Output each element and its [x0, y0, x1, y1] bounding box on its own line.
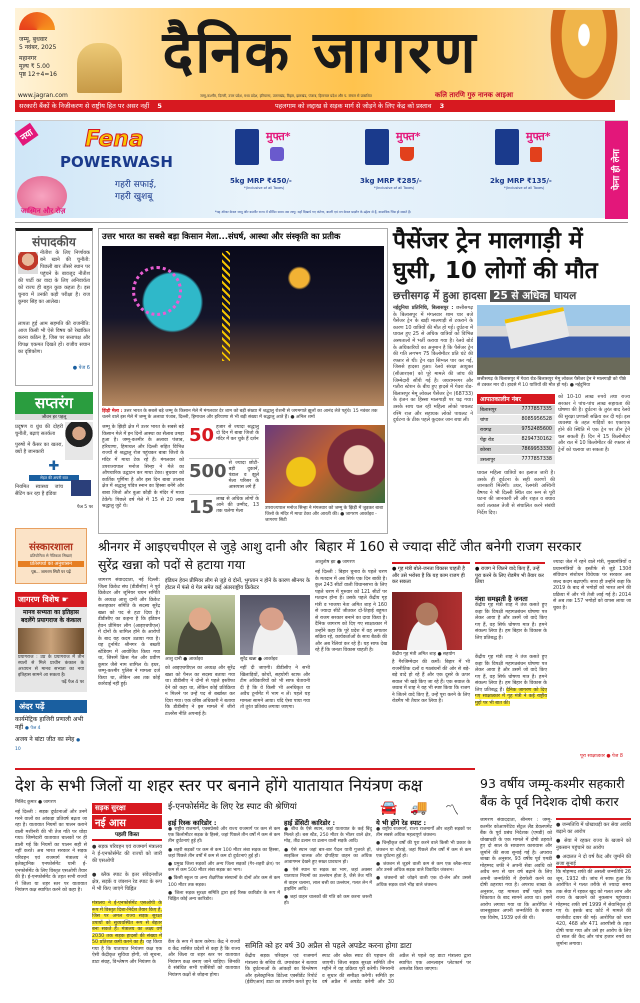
offer-price: 2kg MRP ₹135/-	[490, 177, 552, 185]
vishesh-title: जागरण विशेष ☛	[15, 592, 87, 607]
red-spot-criterion: ● किसी स्कूल या अन्य शैक्षणिक संस्थानों के दोनों ओर कम से कम 100 मीटर तक सड़क।	[168, 876, 280, 888]
saptrang-box	[15, 392, 93, 520]
bank-body-2: कि मोहम्मद शफी की असली जन्मतिथि 26 जून, 1932 थी। जांच में साफ हुआ कि आरोपित ने गलत तरीके से ज्यादा समय तक सेवा में रहकर खुद को गलत लाभ और राज्य के खजाने को नुकसान पहुंचाया। मोहम्मद शफी वर्ष 1999 में सेवानिवृत्त हो गए थे। इसके बाद कोर्ट में मामले की चार्जशीट दायर की गई। आरोपित को धारा 420, 468 और 471 आरपीसी के तहत दोषी पाया गया और उसे हर आरोप के लिए दो साल की कैद और पांच हजार रुपये का जुर्माना लगाया।	[556, 870, 631, 947]
jagran-vishesh-box	[15, 592, 87, 692]
helpline-row: उसलापुर 7777857338	[477, 454, 555, 464]
traffic-subhead: समिति को हर वर्ष 30 अप्रैल से पहले अपडेट करना होगा डाटा	[245, 941, 412, 950]
train-body-3: को 10-10 लाख रुपये तथा राज्य सरकार ने पांच-पांच लाख सहायता की घोषणा की है। दुर्घटना के तुरंत बाद रेलवे की सुरक्षा प्रणाली सक्रिय कर दी गई। इस व्यवस्था के तहत गाड़ियों का एकाएक होने की स्थिति में एक ट्रेन पर तीन ट्रेनें चल सकती हैं। दिन में 15 किलोमीटर और रात में 10 किलोमीटर की रफ्तार से ट्रेनों को चलाया जा सकता है।	[558, 394, 630, 453]
red-spot-category: हाई रिस्क कारिडोर : ● राष्ट्रीय राजमार्ग, एक्सप्रेसवे और राज्य राजमार्ग पर कम से कम एक किलोमीटर सड़क के हिस्से, जहां पिछले तीन वर्षों में कम से कम तीन दुर्घटनाएं हुई हों। ● शहरी सड़कों पर कम से कम 100 मीटर लंबा सड़क का हिस्सा, जहां पिछले तीन वर्षों में कम से कम दो दुर्घटनाएं हुई हों। ● प्रमुख जिला सड़कों और अन्य जिला सड़कों (गैर-शहरी क्षेत्र) पर कम से कम 500 मीटर लंबा सड़क का भाग। ● किसी स्कूल या अन्य शैक्षणिक संस्थानों के दोनों ओर कम से कम 100 मीटर तक सड़क। ● जिला सड़क सुरक्षा समिति द्वारा हाई रिस्क कारिडोर के रूप में चिह्नित कोई अन्य कारिडोर।	[168, 819, 280, 903]
ticker-item[interactable]: सरकारी बैंकों के निजीकरण से राष्ट्रीय हित पर असर नहीं 5	[19, 102, 162, 110]
divider	[15, 768, 475, 770]
editorial-avatar	[18, 252, 38, 274]
feature-box	[98, 228, 388, 534]
vishesh-headline[interactable]: मानव सभ्यता का इतिहास बदलेंगे प्रयागराज के कंकाल	[20, 609, 82, 624]
ashu-dani-photo	[165, 595, 235, 655]
detergent-pack-icon	[235, 129, 259, 165]
series-point: ● ब्लैक स्पाट के इतर संवेदनशील क्षेत्र, सड़कें व जंक्शन रेड स्पाट के रूप में भी किए जाएंगे चिह्नित	[92, 872, 162, 892]
truck-icon: 🚚	[410, 800, 428, 816]
inside-item[interactable]: कार्यमेट्रिक हाजिरी प्रणाली अभी नहीं ● पेज 4	[15, 716, 84, 731]
traffic-body-1: नई दिल्ली : सड़क दुर्घटनाओं और उनमें मरने वालों का आंकड़ा प्रतिवर्ष बढ़ता जा रहा है। यातायात नियमों का पालन कराने वाली मशीनरी की भी तेज गति पर थोड़ा गया। जिम्मेदारी यातायात चालकों पर ही डाली गई कि नियमों का पालन सही से नहीं करते। अब भारत सरकार ने सड़क परिवहन एवं राजमार्ग मंत्रालय ने इलेक्ट्रानिक एनफोर्समेंट यानी ई-एनफोर्समेंट के लिए विस्तृत एसओपी तैयार की है। ई-एनफोर्समेंट के तहत सभी राज्यों में जिला या शहर स्तर पर यातायात नियंत्रण कक्ष स्थापित करने को कहा है।	[15, 810, 87, 893]
offer-note: *(Inclusive of all Taxes)	[244, 186, 285, 190]
saptrang-item[interactable]: प्रदूषण व धुंध की दोहरी चुनौती, बढ़ाएं सतर्कता	[15, 424, 63, 437]
ad-product: POWERWASH	[60, 153, 173, 171]
ticker-item[interactable]: पहलगाम को लद्दाख से सड़क मार्ग से जोड़ने के लिए केंद्र को प्रस्ताव 3	[275, 102, 445, 110]
series-highlight: मंत्रालय ने ई-एनफोर्समेंट एसओपी के रूप में विस्तृत दिशा-निर्देश तैयार किए हैं, जिस पर अमल राज्य सड़क सुरक्षा उपायों को सुव्यवस्थित रूप से बेहतर बना सकते हैं। मंत्रालय का लक्ष्य वर्ष 2030 तक सड़क हादसों की संख्या में 50 प्रतिशत कमी करने का है। यह किया गया है कि यातायात नियंत्रण कक्ष एक ऐसी केंद्रीकृत सुविधा होगी, जो सूचना, डाटा संग्रह, विश्लेषण और नियंत्रण के	[92, 901, 163, 965]
inside-title: अंदर पढ़ें	[15, 700, 87, 713]
feature-title[interactable]: उत्तर भारत का सबसे बड़ा किसान मेला...संघर्ष, आस्था और संस्कृति का प्रतीक	[102, 231, 341, 241]
saptrang-item[interactable]: पुरुषों में कैंसर का खतरा, क्यों है जानकारी	[15, 442, 63, 455]
offer-note: *(Inclusive of all Taxes)	[504, 186, 545, 190]
bank-point: ● सेवा में रहकर राज्य के खजाने को नुकसान पहुंचाने का आरोप	[556, 838, 631, 851]
red-spot-criterion: ● प्रमुख जिला सड़कों और अन्य जिला सड़कों (गैर-शहरी क्षेत्र) पर कम से कम 500 मीटर लंबा सड़क का भाग।	[168, 862, 280, 874]
bank-point: ● जन्मतिथि में धोखाधड़ी कर सेवा अवधि बढ़ाने का आरोप	[556, 822, 631, 835]
traffic-headline[interactable]: देश के सभी जिलों या शहर स्तर पर बनाने होंगे यातायात नियंत्रण कक्ष	[15, 776, 423, 795]
feature-stats	[189, 425, 259, 527]
ferris-wheel	[132, 266, 182, 316]
ad-side-label: फेना ही लेना	[605, 121, 628, 219]
sanskarshala-box	[15, 528, 87, 584]
photo-caption: सुरेंद्र खन्ना ● आर्काइव	[240, 657, 278, 662]
bank-point: ● अदालत ने दो वर्ष कैद और जुर्माने की सजा सुनाई	[556, 854, 631, 867]
ad-brand: Fena	[85, 127, 144, 152]
saptrang-title: सप्तरंग	[15, 392, 93, 414]
health-label: सेहत की अपनी बात	[29, 475, 79, 481]
price: मूल्य ₹ 5.00	[19, 63, 50, 70]
ad-offer	[230, 129, 340, 209]
offer-free-label: मुफ्त*	[526, 130, 551, 143]
photo-caption: केंद्रीय गृह मंत्री अमित शाह ● सहयोग	[392, 652, 455, 657]
surinder-khanna-photo	[240, 595, 310, 655]
feature-caption: झिड़ी मेला : उत्तर भारत के सबसे बड़े जम्मू के किसान मेले में मंगलवार देर शाम को बड़ी संख्या में श्रद्धालु रोशनी से जगमगाते झूलों का आनंद लेते पहुंचे। 15 नवंबर तक चलने वाले इस मेले में जम्मू के अलावा पंजाब, दिल्ली, हिमाचल और हरियाणा से भी बड़ी संख्या में श्रद्धालु आते हैं। ● अनिल शर्मा	[102, 409, 378, 420]
stat-item: 50 हजार से ज्यादा श्रद्धालु दो दिन में बाबा जित्तो के मंदिर में कर चुके हैं दर्शन	[189, 425, 259, 459]
container-icon	[270, 147, 284, 161]
red-spot-criterion: ● बीच के ऐसे स्थान, जहां यातायात के कई बिंदु मिलते हों। बस स्टैंड, 250 मीटर के भीतर वाले क्षेत्र, मोड़, तीव्र ढलान या ढलान वाली सड़कें आदि।	[284, 827, 372, 845]
page-count: पृष्ठ 12+4=16	[19, 71, 57, 78]
editorial-title: संपादकीय	[32, 235, 76, 249]
detergent-pack-icon	[365, 129, 389, 165]
srinagar-body-2: को आइएचपीएल का अध्यक्ष और सुरेंद्र खन्ना को पैनल का सदस्य बताया गया था। डीडीसीए ने दोनों से पहले इस्तीफा देने को कहा था, लेकिन कोई प्रतिक्रिया न मिलने पर उन्हें पद से बर्खास्त कर दिया गया। एक वरिष्ठ अधिकारी ने बताया कि डीडीसीए ने इस मामले में जीरो टालरेंस नीति अपनाई है।	[165, 666, 235, 717]
ride-tower	[222, 251, 230, 361]
bihar-body-4: ज्यादा जेल में रहने वाले मंत्री, मुख्यमंत्रियों व प्रधानमंत्रियों के इस्तीफे से जुड़े 130वें संविधान संशोधन विधेयक पर सरकार अब जल्द कदम बढ़ाएगी। साथ ही उन्होंने कहा कि 2019 के बाद से भगोड़ों को भारत लाने की प्रक्रिया में और भी तेजी लाई गई है। 2014 से अब तक 157 भगोड़ों को वापस लाया जा चुका है।	[553, 560, 631, 611]
traffic-sub-body: केंद्रीय सड़क परिवहन एवं राजमार्ग मंत्रालय के सचिव वी. उमाशंकर ने बताया कि दुर्घटनाओं के आंकड़ों का विश्लेषण और इलेक्ट्रानिक डिटेल्ड एक्सीडेंट रिपोर्ट (ईडीएआर) डाटा का उपयोग करते हुए रेड स्पाट और ब्लैक स्पाट की पहचान की जाएगी। जिला सड़क सुरक्षा समिति तीन महीने में यह प्रक्रिया पूरी करेगी। निगरानी व सुधार की समीक्षा करेगी। समिति हर वर्ष अप्रैल में अपडेट करेगी और 30 अप्रैल से पहले यह डाटा मंत्रालय द्वारा स्थापित एक आनलाइन प्लेटफार्म पर अपलोड किया जाएगा।	[245, 954, 471, 985]
red-spot-criterion: ● चिन्हीकृत वर्षों की पूरा करने वाले किसी भी प्रकार के जंक्शन या चौराहे, जहां पिछले तीन वर्षों में कम से कम एक दुर्घटना हुई हो।	[376, 841, 471, 859]
detergent-pack-icon	[495, 129, 519, 165]
stat-item: 15 लाख से अधिक लोगों के आने की उम्मीद, 13 तक चलेगा मेला	[189, 497, 259, 518]
tagline: कलि तारणि गुरु नानक आइआ	[435, 91, 514, 99]
traffic-body-3: कैंप के रूप में काम करेगा। केंद्र ने राज्यों व केंद्र शासित प्रदेशों से कहा है कि राज्य और जिला या शहर स्तर पर यातायात नियंत्रण कक्ष बनाए जाने चाहिए। जिनकी वे संबंधित सभी एजेंसियों को यातायात नियंत्रण कक्षों से जोड़ना होगा।	[168, 940, 240, 978]
red-spot-category: ये भी होंगे रेड स्पाट : ● राष्ट्रीय राजमार्ग, राज्य राजमार्गों और शहरी सड़कों पर तीन सबसे अधिक महत्वपूर्ण जंक्शन। ● चिन्हीकृत वर्षों की पूरा करने वाले किसी भी प्रकार के जंक्शन या चौराहे, जहां पिछले तीन वर्षों में कम से कम एक दुर्घटना हुई हो। ● जंक्शन से जुड़ने वाली कम से कम एक ब्लैक-स्पाट और उनसे अधिक सड़क वाले विवादित जंक्शन। ● जंक्शनों को जोड़ने वाली एक दो-लेन और उससे अधिक सड़क वाले भीड़ वाले जंक्शन।	[376, 819, 471, 888]
offer-free-label: मुफ्त*	[266, 130, 291, 143]
road-safety-series	[92, 803, 162, 979]
ad-offer	[490, 129, 600, 209]
sanskarshala-sub: प्रतियोगिता से नैतिकता सिखाएं	[29, 553, 72, 558]
mug-icon	[530, 147, 542, 162]
series-sub: पहली किस्त	[92, 829, 162, 841]
ticker-strip	[15, 100, 615, 112]
saptrang-item[interactable]: नियमित स्वास्थ्य जांच सैटिंग कर रहा है इंडिया	[15, 484, 63, 497]
bihar-highlight: दैनिक जागरण को दिए गए साक्षात्कार में गृह मंत्री ने कई राष्ट्रीय मुद्दों पर भी बात की।	[475, 687, 548, 706]
saptrang-sub: जीवन हर पहलू	[15, 414, 93, 420]
bihar-subhead: मंशा समझती है जनता	[475, 595, 528, 603]
sanskarshala-note[interactable]: पृष्ठ... जागरण सिटी पर पढ़ें	[31, 569, 71, 574]
lg-temple-photo	[265, 425, 385, 503]
red-spot-criterion: ● जंक्शनों को जोड़ने वाली एक दो-लेन और उससे अधिक सड़क वाले भीड़ वाले जंक्शन।	[376, 876, 471, 888]
helpline-table	[477, 394, 555, 464]
issue-date: 5 नवंबर, 2025	[19, 44, 57, 51]
stat-item: 500 से ज्यादा छोटी-बड़ी दुकानें, पंडाल व झूले मेला परिसर के आसपास लगे हैं	[189, 461, 259, 495]
helpline-row: कोरबा 7869953330	[477, 444, 555, 454]
bank-headline[interactable]: 93 वर्षीय जम्मू-कश्मीर सहकारी बैंक के पूर्व निदेशक दोषी करार	[480, 776, 625, 809]
train-body-1: नईदुनिया प्रतिनिधि, बिलासपुर : छत्तीसगढ़ के बिलासपुर में मंगलवार शाम चार बजे पैसेंजर ट्रेन के खड़ी मालगाड़ी से टकराने के कारण 10 यात्रियों की मौत हो गई। दुर्घटना में घायल हुए 25 से अधिक यात्रियों को विभिन्न अस्पतालों में भर्ती कराया गया है। रेलवे बोर्ड के अधिकारियों का अनुमान है कि पैसेंजर ट्रेन की गति लगभग 75 किलोमीटर प्रति घंटे की रफ्तार से थी। ट्रेन रक्षा सिग्नल पार कर गई, जिससे हादसा हुआ। रेलवे संरक्षा आयुक्त (सीआरएस) को पूरे मामले की जांच की जिम्मेदारी सौंपी गई है। जयरामनगर और गतौरा स्टेशन के बीच हुए हादसे में गेवरा रोड-बिलासपुर मेमू लोकल पैसेंजर ट्रेन (68733) के इंजन का हिस्सा मालगाड़ी पर चढ़ गया। उसके साथ चल रही महिला लोको पायलट रश्मि राज और सहायक लोको पायलट ने दुर्घटना के ठीक पहले कूदकर जान बचा ली।	[393, 305, 473, 424]
vishesh-page[interactable]: पढ़ें पेज 4 पर	[61, 680, 84, 685]
train-accident-photo	[477, 305, 630, 375]
srinagar-headline[interactable]: श्रीनगर में आइएचपीएल से जुड़े आशु दानी और सुरेंद्र खन्ना को पदों से हटाया गया	[98, 539, 308, 572]
bank-body-1: जागरण संवाददाता, श्रीनगर : जम्मू-कश्मीर कोआपरेटिव सेंट्रल लैंड डेवलपमेंट बैंक के पूर्व प्रबंध निदेशक (एमडी) को धोखाधड़ी के एक मामले में दोषी ठहराते हुए दो साल के साधारण कारावास और जुर्माने की सजा सुनाई गई है। अपराध शाखा के अनुसार, 93 वर्षीय पूर्व एमडी मोहम्मद शफी ने अपनी सेवा अवधि को अवैध रूप से चार वर्ष बढ़ाने के लिए अपनी जन्मतिथि में हेराफेरी करने का दोषी ठहराया गया है। अपराध शाखा के अनुसार, यह मामला वर्षों पहले एक शिकायत के बाद सामने आया था। इसमें आरोप लगाया गया था कि आरोपित ने जानबूझकर अपनी जन्मतिथि के बजाय एक विशेष, 1939 दर्ज की थी।	[480, 818, 552, 921]
red-spot-criterion: ● राष्ट्रीय राजमार्ग, एक्सप्रेसवे और राज्य राजमार्ग पर कम से कम एक किलोमीटर सड़क के हिस्से, जहां पिछले तीन वर्षों में कम से कम तीन दुर्घटनाएं हुई हों।	[168, 827, 280, 845]
offer-note: *(Inclusive of all Taxes)	[374, 186, 415, 190]
traffic-byline: मिलिंद कुमार ● जागरण	[15, 800, 56, 805]
ad-disclaimer: *यह ऑफर केवल जम्मू और कश्मीर राज्य में सीमित समय तक लागू। यहाँ दिखाये गए कंटेनर, बाल्टी एवं मग केवल प्रदर्शन के उद्देश्य से हैं, वास्तविक भिन्न हो सकते हैं।	[215, 210, 412, 214]
edition-name: महानगर	[19, 55, 37, 62]
bihar-body-1: नई दिल्ली : बिहार चुनाव के पहले चरण के मतदान में अब सिर्फ एक दिन बाकी है। कुल 243 सीटों वाली विधानसभा के लिए पहले चरण में गुरुवार को 121 सीटों पर मतदान होना है। उसके पहले केंद्रीय गृह मंत्री व भाजपा नेता अमित शाह ने 160 से ज्यादा सीटें जीतकर दो-तिहाई बहुमत से राजग सरकार बनाने का दावा किया है। दैनिक जागरण को दिए गए साक्षात्कार में उन्होंने कहा कि पूरे प्रदेश में वह लगातार सक्रिय रहे, कार्यकर्ताओं के साथ बैठकें की और अब रैलियां कर रहे हैं। यह साफ देख रहे हैं कि जनता विकास चाहती है।	[315, 570, 387, 653]
sanskarshala-topic: प्रतिस्पर्धा का अनुशासन	[18, 561, 84, 567]
saptrang-page[interactable]: पेज 5 पर	[76, 505, 93, 510]
newspaper-title: दैनिक जागरण	[162, 18, 478, 86]
train-photo-caption: छत्तीसगढ़ के बिलासपुर में गेवरा रोड-बिलासपुर मेमू लोकल पैसेंजर ट्रेन ने मालगाड़ी को पीछे से टक्कर मार दी। हादसे में 10 यात्रियों की मौत हो गई। ● नईदुनिया	[477, 377, 627, 388]
sanskarshala-title: संस्कारशाला	[29, 542, 73, 553]
edition-place-day: जम्मू, बुधवार	[19, 36, 48, 43]
helpline-row: बिलासपुर 7777857335	[477, 404, 555, 414]
red-spot-criterion: ● ऐसे स्थान या सड़क का भाग, जहां अक्सर यातायात नियमों का उल्लंघन होता है, जैसे तेज गति से वाहन चलाना, लाल बत्ती का उल्लंघन, गलत लेन में ड्राइविंग आदि।	[284, 868, 372, 892]
red-spot-criterion: ● जहां वाहन चालकों की गति को कम करना जरूरी हो।	[284, 895, 372, 907]
helpline-row: चांपा 8085956528	[477, 414, 555, 424]
red-spot-box-title: ई-एनफोर्समेंट के लिए रेड स्पाट की श्रेणियां	[168, 802, 297, 812]
red-spot-criterion: ● ऐसे स्थान जहां बार-बार पैदल यात्री गुजरते हों, साइकिल चालक और दोपहिया वाहन का अधिक आवागमन देखने हुए सख्त प्रावधान हो।	[284, 847, 372, 866]
bihar-jump[interactable]: पूरा साक्षात्कार ● पेज 8	[580, 754, 623, 759]
masthead	[15, 8, 630, 100]
ad-offer	[360, 129, 470, 209]
red-spot-criterion: ● जंक्शन से जुड़ने वाली कम से कम एक ब्लैक-स्पाट और उनसे अधिक सड़क वाले विवादित जंक्शन।	[376, 862, 471, 874]
vishesh-photo	[18, 628, 84, 654]
series-title: नई आस	[92, 815, 162, 829]
website[interactable]: www.jagran.com	[18, 92, 68, 99]
editorial-item[interactable]: नीतीश के लिए निर्णायक बने खाने की चुनौती: पिछली बार तीसरे स्थान पर पहुंचने के बावजूद नीतीश की पार्टी का वादा के लिए अनिवार्यता को राज्य ही बहुत कुछ कहता है। इस चुनाव में उनकी कड़ी परीक्षा है। राज कुमार सिंह का आलेख।	[18, 250, 90, 305]
train-body-2: घायल महिला यात्रियों का इलाज जारी है। उसके ही दुर्घटना के सही कारणों की जानकारी मिलेगी। उधर, रेलमंत्री अश्विनी वैष्णव ने भी दिल्ली स्थित वार रूम से पूरी घटना की जानकारी ली और राहत व बचाव कार्य तत्काल तेजी से संचालित करने संबंधी निर्देश दिए।	[477, 470, 555, 516]
tata-logo	[71, 480, 91, 496]
photo-caption: आशु दानी ● आर्काइव	[165, 657, 203, 662]
bihar-quote: ● गृह मंत्री बोले-जनता विकास चाहती है और उसे भरोसा है कि यह काम राजग ही कर सकता	[392, 562, 470, 588]
logo-sun-icon	[19, 12, 55, 30]
car-icon: 🚘	[380, 800, 398, 816]
bihar-quote: ● राजग ने जितने वादे किए हैं, उन्हें पूरा करने के लिए रोडमैप भी तैयार कर लिया	[475, 562, 545, 588]
editorial-box	[15, 228, 93, 386]
pointing-hand-icon: ☛	[61, 595, 69, 604]
red-spot-criterion: ● जिला सड़क सुरक्षा समिति द्वारा हाई रिस्क कारिडोर के रूप में चिह्नित कोई अन्य कारिडोर।	[168, 890, 280, 903]
curved-road-icon: 〽	[445, 803, 459, 819]
red-spot-category: हाई डेंसिटी कारिडोर : ● बीच के ऐसे स्थान, जहां यातायात के कई बिंदु मिलते हों। बस स्टैंड, 250 मीटर के भीतर वाले क्षेत्र, मोड़, तीव्र ढलान या ढलान वाली सड़कें आदि। ● ऐसे स्थान जहां बार-बार पैदल यात्री गुजरते हों, साइकिल चालक और दोपहिया वाहन का अधिक आवागमन देखने हुए सख्त प्रावधान हो। ● ऐसे स्थान या सड़क का भाग, जहां अक्सर यातायात नियमों का उल्लंघन होता है, जैसे तेज गति से वाहन चलाना, लाल बत्ती का उल्लंघन, गलत लेन में ड्राइविंग आदि। ● जहां वाहन चालकों की गति को कम करना जरूरी हो।	[284, 819, 372, 907]
feature-body: जम्मू के झिड़ी क्षेत्र में उत्तर भारत के सबसे बड़े किसान मेले में इन दिनों आस्था का सैलाब उमड़ा हुआ है। जम्मू-कश्मीर के अलावा पंजाब, हरियाणा, हिमाचल और दिल्ली सहित विभिन्न राज्यों से श्रद्धालु रोज पहुंचकर बाबा जित्तो के मंदिर में माथा टेक रहे हैं। मंगलवार को उपराज्यपाल मनोज सिन्हा ने मेले का औपचारिक उद्घाटन कर माथा टेका। बुधवार को कार्तिक पूर्णिमा है और इस दिन बाबा तालाब क्षेत्र में श्रद्धालु पवित्र स्नान का हिस्सा बनेंगे और बाबा जित्तो और बुआ कौड़ी के मंदिर में माथा टेकेंगे। पिछले वर्ष मेले में 15 से 20 लाख श्रद्धालु जुटे थे।	[102, 425, 184, 510]
model-photo	[65, 422, 93, 460]
train-subheadline: छत्तीसगढ़ में हुआ हादसा 25 से अधिक घायल	[393, 290, 577, 302]
srinagar-body-1: जागरण संवाददाता, नई दिल्ली: जिला क्रिकेट संघ (डीडीसीए) ने पूर्व क्रिकेटर और जूनियर चयन समिति के अध्यक्ष आशु दानी और क्रिकेट सलाहकार समिति के सदस्य सुरेंद्र खन्ना को पद से हटा दिया है। डीडीसीए का कहना है कि इंडियन हेवन प्रीमियर लीग (आइएचपीएल) में दोनों के शामिल होने के आरोपों के बाद यह कदम उठाया गया है। यह टूर्नामेंट श्रीनगर के बख्शी स्टेडियम में आयोजित किया गया था, जिसमें क्रिस गेल और प्रवीण कुमार जैसे नाम शामिल थे। इधर, जम्मू-कश्मीर पुलिस ने मामला दर्ज किया था, लेकिन अब तक कोई कार्रवाई नहीं हुई।	[98, 578, 160, 687]
ad-slogan-1: गहरी सफाई,	[115, 180, 157, 190]
states-line: जम्मू-कश्मीर, दिल्ली, उत्तर प्रदेश, मध्य प्रदेश, हरियाणा, उत्तराखंड, बिहार, झारखंड, पंजाब, हिमाचल प्रदेश और प. बंगाल से प्रकाशित	[200, 94, 372, 98]
helpline-title: आपातकालीन नंबर	[477, 394, 555, 404]
train-headline[interactable]: पैसेंजर ट्रेन मालगाड़ी में घुसी, 10 लोगों की मौत	[393, 228, 598, 284]
bank-points	[556, 818, 631, 868]
bihar-body-3: है गैरजिम्मेदार की कर्मों। बिहार में भी राजनीतिक दलों व गठबंधनों की ओर से बड़े-बड़े वादे हो रहे हैं और एक दूसरे के ऊपर सवाल भी खड़े किए जा रहे हैं। एक सवाल के जवाब में शाह ने यह भी स्पष्ट किया कि राजग ने जितने वादे किए हैं, उन्हें पूरा करने के लिए रोडमैप भी तैयार कर लिया है।	[392, 660, 470, 704]
offer-free-label: मुफ्त*	[396, 130, 421, 143]
helpline-row: रायगढ़ 9752485600	[477, 424, 555, 434]
srinagar-body-3: नहीं दी जाएगी। डीडीसीए ने सभी खिलाड़ियों, कोचों, सहयोगी स्टाफ और टीम अधिकारियों को भी साफ चेतावनी दी है कि वे किसी भी अनधिकृत या अवैध टूर्नामेंट में भाग न लें। पहले यह मामला सामने आया। यदि ऐसा पाया गया तो तुरंत प्रतिबंध लगाया जाएगा।	[240, 666, 310, 710]
bihar-body-3b: केंद्रीय गृह मंत्री शाह ने तंज कसते हुए कहा कि विपक्षी महागठबंधन घोषणा पत्र लेकर आया है और उसमें जो वादे किए गए हैं, वह सिर्फ घोषणा मात्र है। हमने संकल्प लिया है। हम बिहार के विकास के लिए प्रतिबद्ध हैं। दैनिक जागरण को दिए गए साक्षात्कार में गृह मंत्री ने कई राष्ट्रीय मुद्दों पर भी बात की।	[475, 655, 548, 706]
series-tag: सड़क सुरक्षा	[92, 803, 162, 814]
train-coach	[505, 307, 570, 349]
lg-photo-caption: उपराज्यपाल मनोज सिन्हा ने मंगलवार को जम्मू के झिड़ी में जुड़कर बाबा जित्तो के मंदिर में माथा टेका और आरती की। ● जागरण आर्काइव - जागरण सिटी	[265, 506, 384, 523]
guru-nanak-illustration	[545, 10, 623, 110]
editorial-item[interactable]: लापता हुई आम सहमति की राजनीति: आज किसी भी ऐसे विषय को रेखांकित करना कठिन है, जिस पर सत्तापक्ष और विपक्ष एकमत दिखते हों। राजीव सचान का दृष्टिकोण।	[18, 321, 90, 355]
ad-slogan-2: गहरी खुशबू	[115, 192, 153, 202]
series-point: ● सड़क परिवहन एवं राजमार्ग मंत्रालय ने ई-एनफोर्समेंट की राज्यों को जारी की एसओपी	[92, 844, 162, 864]
red-spot-criterion: ● राष्ट्रीय राजमार्ग, राज्य राजमार्गों और शहरी सड़कों पर तीन सबसे अधिक महत्वपूर्ण जंक्शन।	[376, 827, 471, 839]
vishesh-body: प्रयागराज : उप्र के प्रयागराज में तीन स्थलों से मिले प्राचीन कंकाल के अध्ययन से मानव सभ्यता का नया इतिहास सामने आ सकता है।	[18, 655, 84, 678]
fair-photo	[102, 246, 384, 406]
amit-shah-photo	[392, 592, 462, 650]
bihar-body-2: केंद्रीय गृह मंत्री शाह ने तंज कसते हुए कहा कि विपक्षी महागठबंधन घोषणा पत्र लेकर आया है और उसमें जो वादे किए गए हैं, वह सिर्फ घोषणा मात्र है। हमने संकल्प लिया है। हम बिहार के विकास के लिए प्रतिबद्ध हैं।	[475, 603, 547, 641]
divider	[15, 222, 628, 223]
inside-item[interactable]: अजय ने बांटा जीत का स्नेह ● 10	[15, 736, 81, 752]
bihar-headline[interactable]: बिहार में 160 से ज्यादा सीटें जीत बनेगी राजग सरकार	[315, 539, 582, 555]
helpline-row: पेंड्रा रोड 8294730162	[477, 434, 555, 444]
red-spot-criterion: ● शहरी सड़कों पर कम से कम 100 मीटर लंबा सड़क का हिस्सा, जहां पिछले तीन वर्षों में कम से कम दो दुर्घटनाएं हुई हों।	[168, 847, 280, 859]
bucket-icon	[400, 147, 414, 161]
fena-advertisement[interactable]	[15, 120, 628, 218]
srinagar-deck: इंडियन हेवन प्रीमियर लीग से जुड़े थे दोनों, भुगतान न होने के कारण श्रीनगर के होटल में फंसे थे गेल समेत कई अंतरराष्ट्रीय क्रिकेटर	[165, 578, 310, 591]
editorial-page[interactable]: ● पेज 6	[72, 365, 90, 371]
offer-price: 3kg MRP ₹285/-	[360, 177, 422, 185]
offer-price: 5kg MRP ₹450/-	[230, 177, 292, 185]
golden-temple-illustration	[77, 43, 122, 93]
bihar-byline: आशुतोष झा ● जागरण	[315, 560, 355, 565]
ad-variant: जास्मिन और रोज़	[21, 207, 66, 215]
health-icon: ✚	[48, 459, 60, 474]
ad-badge: नया	[14, 123, 38, 146]
inside-pages-box	[15, 700, 87, 760]
